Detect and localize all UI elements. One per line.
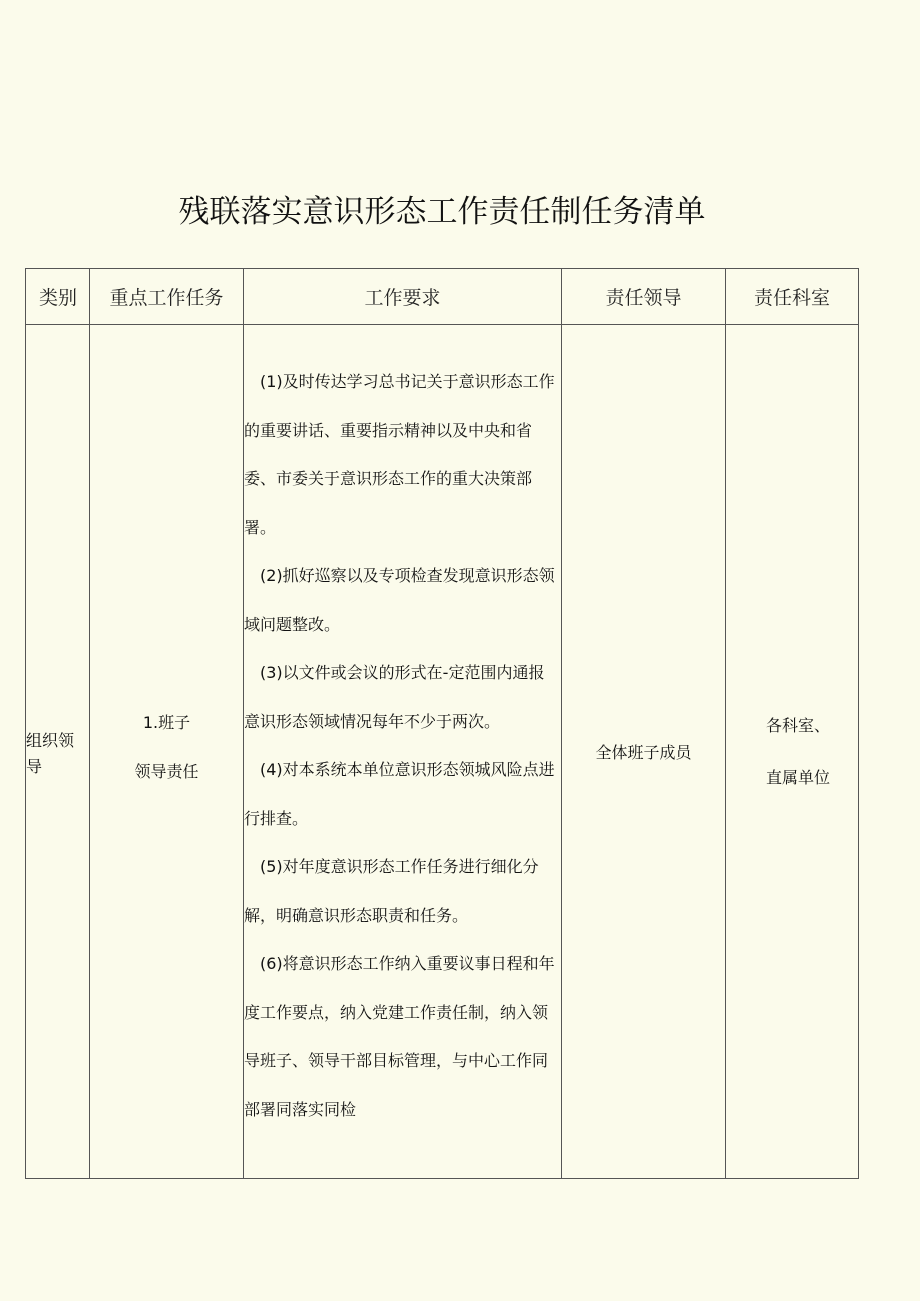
table-header-row <box>26 269 859 325</box>
office-text-line1: 各科室、 <box>765 715 830 735</box>
requirement-item-3: (3)以文件或会议的形式在-定范围内通报意识形态领域情况每年不少于两次。 <box>244 663 545 731</box>
category-text: 组织领导 <box>26 730 75 776</box>
requirement-item-1: (1)及时传达学习总书记关于意识形态工作的重要讲话、重要指示精神以及中央和省委、市委关于意识形态工作的重大决策部署。 <box>244 372 555 537</box>
task-text-line2: 领导责任 <box>134 761 199 781</box>
requirement-item-5: (5)对年度意识形态工作任务进行细化分解，明确意识形态职责和任务。 <box>244 857 539 925</box>
header-office: 责任科室 <box>726 269 859 325</box>
header-task: 重点工作任务 <box>90 269 244 325</box>
header-category: 类别 <box>26 269 90 325</box>
table-row <box>26 325 859 1179</box>
task-text-line1: 1.班子 <box>142 713 191 732</box>
header-leader: 责任领导 <box>562 269 726 325</box>
office-text-line2: 直属单位 <box>765 767 830 787</box>
requirement-item-4: (4)对本系统本单位意识形态领城风险点进行排查。 <box>244 760 555 828</box>
office-cell <box>726 325 859 1179</box>
leader-cell <box>562 325 726 1179</box>
leader-text: 全体班子成员 <box>595 742 692 762</box>
requirement-item-2: (2)抓好巡察以及专项检查发现意识形态领域问题整改。 <box>244 566 555 634</box>
task-list-table <box>25 268 859 1179</box>
requirements-cell <box>244 325 562 1179</box>
requirement-item-6: (6)将意识形态工作纳入重要议事日程和年度工作要点，纳入党建工作责任制，纳入领导班子、领导干部目标管理，与中心工作同部署同落实同检 <box>244 954 555 1119</box>
header-requirements: 工作要求 <box>244 269 562 325</box>
document-title: 残联落实意识形态工作责任制任务清单 <box>178 194 706 230</box>
category-cell <box>26 325 90 1179</box>
task-cell <box>90 325 244 1179</box>
